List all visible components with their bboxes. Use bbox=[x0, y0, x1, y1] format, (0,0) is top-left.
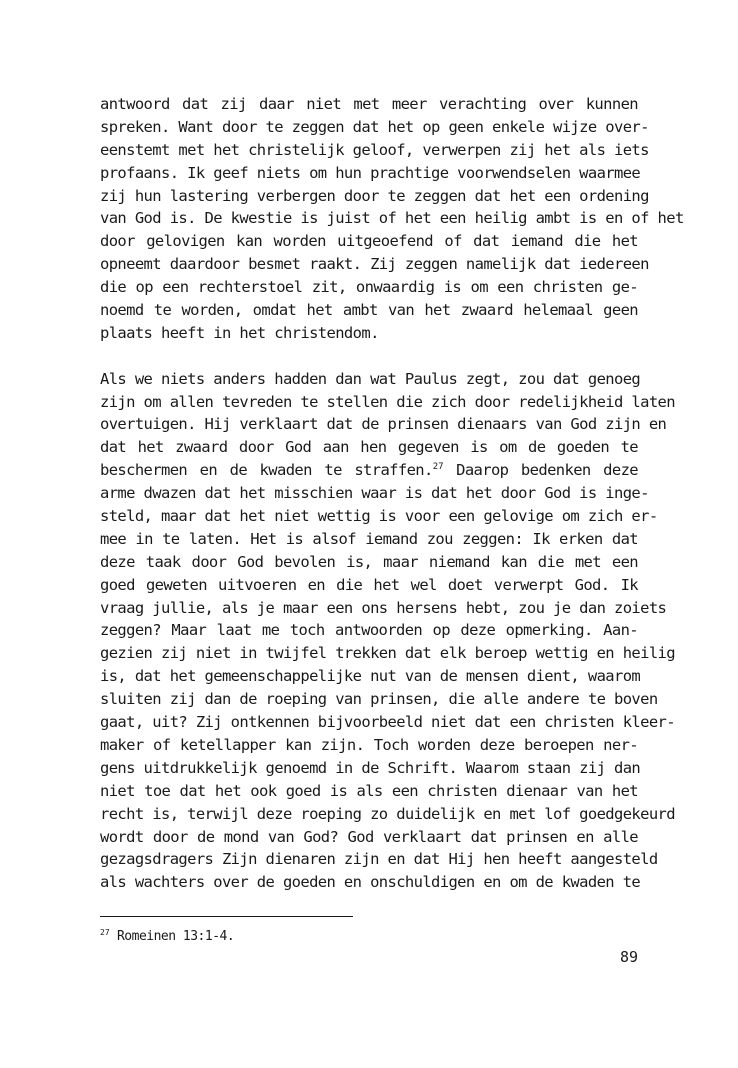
text-line: niet toe dat het ook goed is als een christen dienaar van het bbox=[100, 781, 638, 800]
text-line: als wachters over de goeden en onschuldigen en om de kwaden te bbox=[100, 873, 641, 892]
paragraph-gap bbox=[100, 345, 638, 368]
text-line: gezagsdragers Zijn dienaren zijn en dat Hij hen heeft aangesteld bbox=[100, 850, 658, 869]
footnote-text: Romeinen 13:1-4. bbox=[116, 929, 235, 944]
text-line: gens uitdrukkelijk genoemd in de Schrift. Waarom staan zij dan bbox=[100, 758, 641, 777]
text-line: zeggen? Maar laat me toch antwoorden op deze opmerking. Aan- bbox=[100, 621, 638, 640]
text-line: mee in te laten. Het is alsof iemand zou zeggen: Ik erken dat bbox=[100, 529, 638, 548]
text-line: vraag jullie, als je maar een ons hersens hebt, zou je dan zoiets bbox=[100, 598, 667, 617]
page-number: 89 bbox=[619, 948, 638, 966]
text-segment: beschermen en de kwaden te straffen. bbox=[100, 461, 433, 480]
text-line: overtuigen. Hij verklaart dat de prinsen dienaars van God zijn en bbox=[100, 415, 667, 434]
footnote bbox=[100, 928, 234, 946]
paragraph-2 bbox=[100, 368, 675, 894]
text-line: die op een rechterstoel zit, onwaardig is om een christen ge- bbox=[100, 278, 638, 297]
text-line: Als we niets anders hadden dan wat Paulus zegt, zou dat genoeg bbox=[100, 369, 641, 388]
text-line: recht is, terwijl deze roeping zo duidelijk en met lof goedgekeurd bbox=[100, 804, 675, 823]
text-line: gezien zij niet in twijfel trekken dat elk beroep wettig en heilig bbox=[100, 644, 675, 663]
text-line: eenstemt met het christelijk geloof, verwerpen zij het als iets bbox=[100, 140, 649, 159]
text-segment: Daarop bedenken deze bbox=[456, 461, 639, 480]
footnote-reference: 27 bbox=[432, 462, 444, 473]
text-line: spreken. Want door te zeggen dat het op geen enkele wijze over- bbox=[100, 117, 649, 136]
text-line: zijn om allen tevreden te stellen die zich door redelijkheid laten bbox=[100, 392, 675, 411]
text-line: deze taak door God bevolen is, maar niemand kan die met een bbox=[100, 552, 638, 571]
text-line: plaats heeft in het christendom. bbox=[100, 323, 379, 342]
text-line: door gelovigen kan worden uitgeoefend of dat iemand die het bbox=[100, 232, 638, 251]
text-line: opneemt daardoor besmet raakt. Zij zeggen namelijk dat iedereen bbox=[100, 255, 649, 274]
footnote-marker: 27 bbox=[100, 928, 110, 937]
text-line: goed geweten uitvoeren en die het wel doet verwerpt God. Ik bbox=[100, 575, 638, 594]
text-line: noemd te worden, omdat het ambt van het zwaard helemaal geen bbox=[100, 301, 638, 320]
text-line: sluiten zij dan de roeping van prinsen, die alle andere te boven bbox=[100, 690, 658, 709]
text-line-with-footnote bbox=[100, 459, 638, 482]
text-line: antwoord dat zij daar niet met meer verachting over kunnen bbox=[100, 95, 638, 113]
text-line: zij hun lastering verbergen door te zeggen dat het een ordening bbox=[100, 186, 649, 205]
text-line: steld, maar dat het niet wettig is voor een gelovige om zich er- bbox=[100, 507, 658, 526]
text-line: van God is. De kwestie is juist of het een heilig ambt is en of het bbox=[100, 209, 684, 228]
body-text bbox=[100, 93, 684, 894]
text-line: arme dwazen dat het misschien waar is dat het door God is inge- bbox=[100, 484, 649, 503]
text-line: dat het zwaard door God aan hen gegeven is om de goeden te bbox=[100, 438, 638, 457]
text-line: wordt door de mond van God? God verklaart dat prinsen en alle bbox=[100, 827, 638, 846]
text-line: profaans. Ik geef niets om hun prachtige voorwendselen waarmee bbox=[100, 163, 641, 182]
text-line: is, dat het gemeenschappelijke nut van de mensen dient, waarom bbox=[100, 667, 641, 686]
paragraph-1 bbox=[100, 93, 684, 345]
footnote-divider bbox=[100, 916, 353, 917]
text-line: gaat, uit? Zij ontkennen bijvoorbeeld niet dat een christen kleer- bbox=[100, 713, 675, 732]
text-line: maker of ketellapper kan zijn. Toch worden deze beroepen ner- bbox=[100, 735, 638, 754]
